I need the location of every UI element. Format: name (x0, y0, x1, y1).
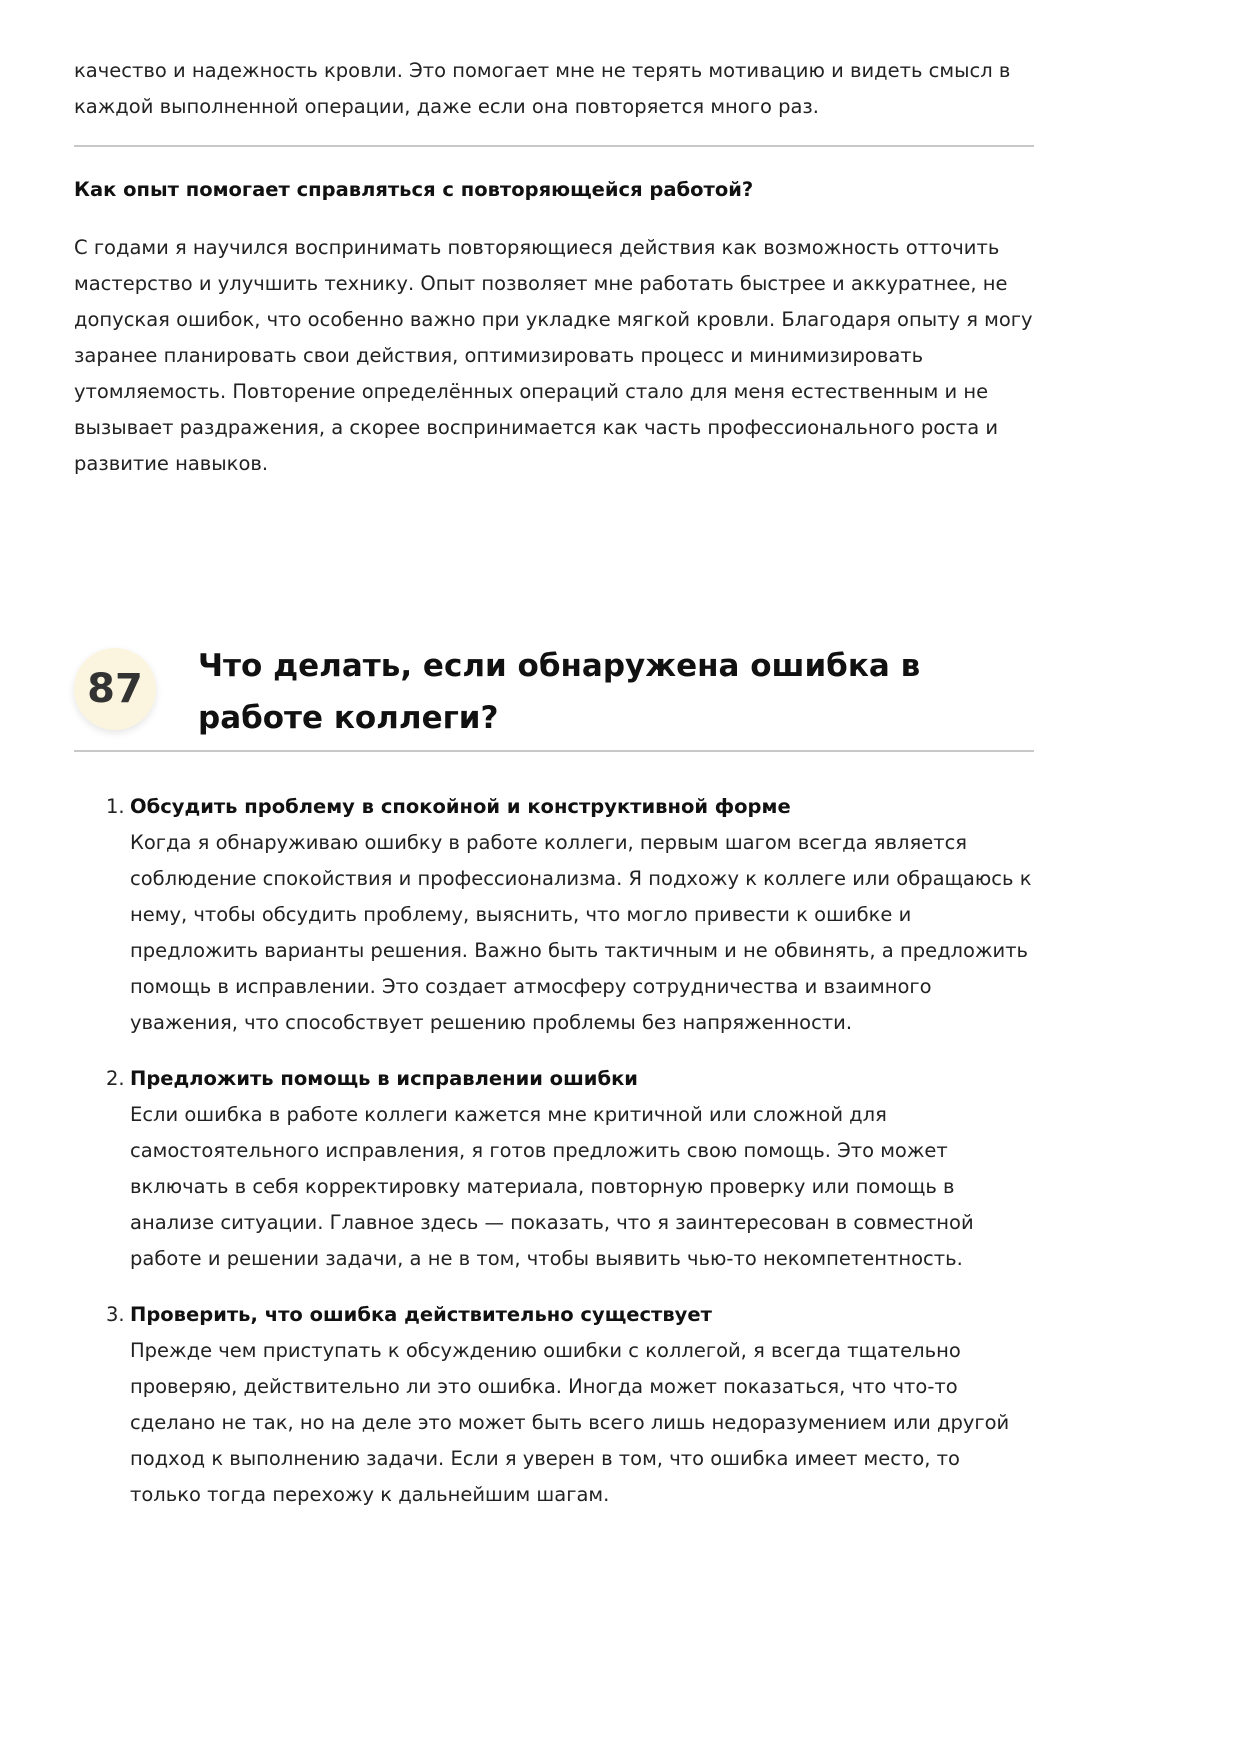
question-number-badge: 87 (74, 648, 156, 730)
list-item-text: Если ошибка в работе коллеги кажется мне критичной или сложной для самостоятельного исправления, я готов предложить свою помощь. Это может включать в себя корректировку материала, повторную проверку или помощь в анализе ситуации. Главное здесь — показать, что я заинтересован в совместной работе и решении задачи, а не в том, чтобы выявить чью-то некомпетентность. (130, 1103, 974, 1270)
list-item (74, 789, 1034, 1041)
intro-paragraph: качество и надежность кровли. Это помогает мне не терять мотивацию и видеть смысл в каждой выполненной операции, даже если она повторяется много раз. (74, 59, 1011, 118)
list-item-number: 1. (106, 795, 125, 818)
list-item-title: Предложить помощь в исправлении ошибки (130, 1067, 638, 1090)
list-item-text: Когда я обнаруживаю ошибку в работе коллеги, первым шагом всегда является соблюдение спокойствия и профессионализма. Я подхожу к коллеге или обращаюсь к нему, чтобы обсудить проблему, выяснить, что могло привести к ошибке и предложить варианты решения. Важно быть тактичным и не обвинять, а предложить помощь в исправлении. Это создает атмосферу сотрудничества и взаимного уважения, что способствует решению проблемы без напряженности. (130, 831, 1032, 1034)
question-title: Что делать, если обнаружена ошибка в работе коллеги? (198, 648, 921, 736)
list-item-title: Проверить, что ошибка действительно существует (130, 1303, 712, 1326)
list-item-number: 2. (106, 1067, 125, 1090)
list-item (74, 1061, 1034, 1277)
list-item-title: Обсудить проблему в спокойной и конструктивной форме (130, 795, 791, 818)
section-divider (74, 145, 1034, 147)
question-header (74, 640, 1034, 752)
question-divider (74, 750, 1034, 752)
experience-paragraph: С годами я научился воспринимать повторяющиеся действия как возможность отточить мастерство и улучшить технику. Опыт позволяет мне работать быстрее и аккуратнее, не допуская ошибок, что особенно важно при укладке мягкой кровли. Благодаря опыту я могу заранее планировать свои действия, оптимизировать процесс и минимизировать утомляемость. Повторение определённых операций стало для меня естественным и не вызывает раздражения, а скорее воспринимается как часть профессионального роста и развитие навыков. (74, 236, 1033, 475)
list-item-number: 3. (106, 1303, 125, 1326)
experience-heading: Как опыт помогает справляться с повторяющейся работой? (74, 178, 754, 201)
list-item (74, 1297, 1034, 1513)
list-item-text: Прежде чем приступать к обсуждению ошибки с коллегой, я всегда тщательно проверяю, действительно ли это ошибка. Иногда может показаться, что что-то сделано не так, но на деле это может быть всего лишь недоразумением или другой подход к выполнению задачи. Если я уверен в том, что ошибка имеет место, то только тогда перехожу к дальнейшим шагам. (130, 1339, 1010, 1506)
steps-list (74, 789, 1034, 1533)
